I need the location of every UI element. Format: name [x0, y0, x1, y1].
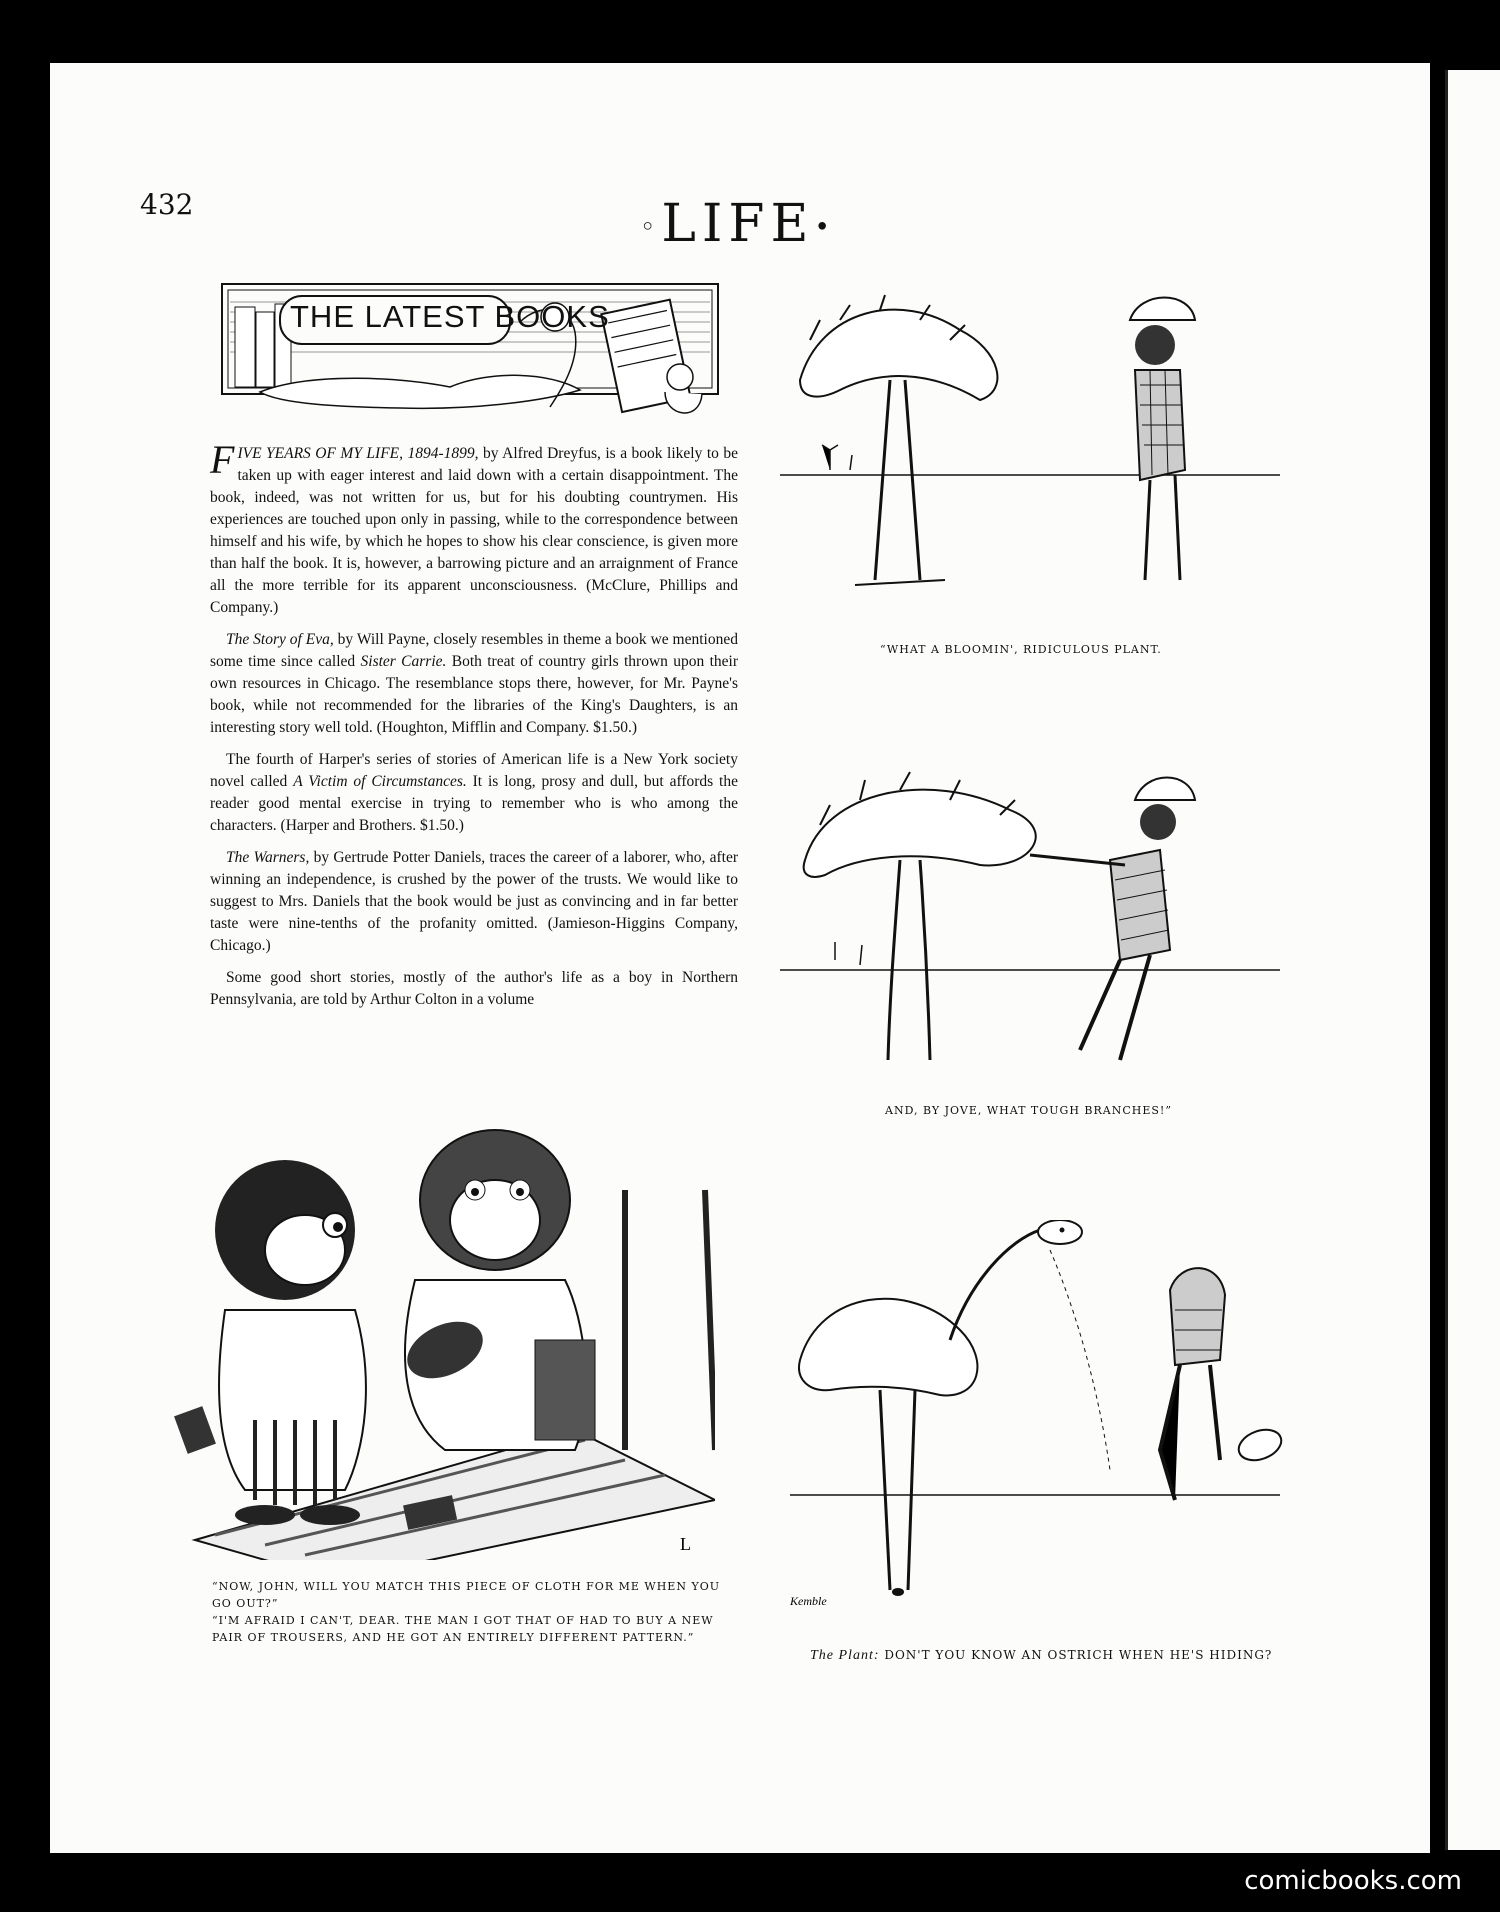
ostrich-panel-3 [780, 1220, 1290, 1630]
caption-line: “NOW, JOHN, WILL YOU MATCH THIS PIECE OF CLOTH FOR ME WHEN YOU GO OUT?” [212, 1580, 720, 1610]
reviews-column [210, 437, 738, 1021]
latest-books-vignette [220, 282, 720, 432]
ostrich-caption-1: “WHAT A BLOOMIN', RIDICULOUS PLANT. [880, 643, 1162, 656]
review-body: by Will Payne, closely resembles in theme a book we mentioned some time since called [210, 631, 738, 670]
review-warners [210, 847, 738, 957]
masthead-ornament-right: • [814, 212, 836, 243]
review-colton [210, 967, 738, 1011]
section-title: THE LATEST BOOKS [290, 299, 610, 334]
review-eva [210, 629, 738, 739]
ostrich-caption-2: AND, BY JOVE, WHAT TOUGH BRANCHES!” [885, 1104, 1172, 1117]
page-number: 432 [140, 188, 194, 221]
facing-page-edge [1445, 70, 1500, 1850]
cartoon-signature: L [680, 1534, 691, 1554]
review-italic: Sister Carrie. [360, 653, 447, 670]
masthead-title: LIFE [661, 194, 815, 254]
review-title: The Story of Eva, [226, 631, 334, 648]
bulldogs-cartoon [155, 1120, 715, 1560]
review-body: The fourth of Harper's series of stories of American life is a New York society novel called [210, 751, 738, 790]
review-harper [210, 749, 738, 837]
watermark: comicbooks.com [1244, 1866, 1462, 1896]
review-body: by Gertrude Potter Daniels, traces the career of a laborer, who, after winning an independence, is crushed by the power of the trusts. We would like to suggest to Mrs. Daniels that the book would be just as convincing and in far better taste were nine-tenths of the profanity omitted. (Jamieson-Higgins Company, Chicago.) [210, 849, 738, 954]
review-body: It is long, prosy and dull, but affords the reader good mental exercise in trying to remember who is who among the characters. (Harper and Brothers. $1.50.) [210, 773, 738, 834]
ostrich-panel-1 [780, 290, 1290, 610]
review-body: Both treat of country girls thrown upon their own resources in Chicago. The resemblance stops there, however, for Mr. Payne's book, while not recommended for the libraries of the King's Daughters, is an interesting story well told. (Houghton, Mifflin and Company. $1.50.) [210, 653, 738, 736]
caption-line: “I'M AFRAID I CAN'T, DEAR. THE MAN I GOT THAT OF HAD TO BUY A NEW PAIR OF TROUSERS, AND HE GOT AN ENTIRELY DIFFERENT PATTERN.” [212, 1614, 714, 1644]
masthead-ornament-left: ◦ [640, 212, 662, 243]
ostrich-caption-3 [810, 1648, 1272, 1664]
masthead [640, 194, 836, 254]
caption-text: DON'T YOU KNOW AN OSTRICH WHEN HE'S HIDING? [884, 1648, 1273, 1662]
caption-speaker: The Plant: [810, 1648, 880, 1663]
review-title: IVE YEARS OF MY LIFE, 1894-1899, [237, 445, 479, 462]
review-title: The Warners, [226, 849, 310, 866]
review-italic: A Victim of Circumstances. [293, 773, 467, 790]
review-dreyfus [210, 437, 738, 619]
ostrich-panel-2 [780, 760, 1290, 1080]
drop-cap: F [210, 437, 235, 482]
review-body: Some good short stories, mostly of the author's life as a boy in Northern Pennsylvania, are told by Arthur Colton in a volume [210, 969, 738, 1008]
bulldogs-caption [212, 1578, 732, 1646]
cartoon-signature: Kemble [790, 1594, 827, 1608]
review-body: by Alfred Dreyfus, is a book likely to be taken up with eager interest and laid down with a certain disappointment. The book, indeed, was not written for us, but for his doubting countrymen. His experiences are touched upon only in passing, while to the correspondence between himself and his wife, by which he hopes to show his clear conscience, is given more than half the book. It is, however, a barrowing picture and an arraignment of France all the more terrible for its apparent unconsciousness. (McClure, Phillips and Company.) [210, 445, 738, 616]
